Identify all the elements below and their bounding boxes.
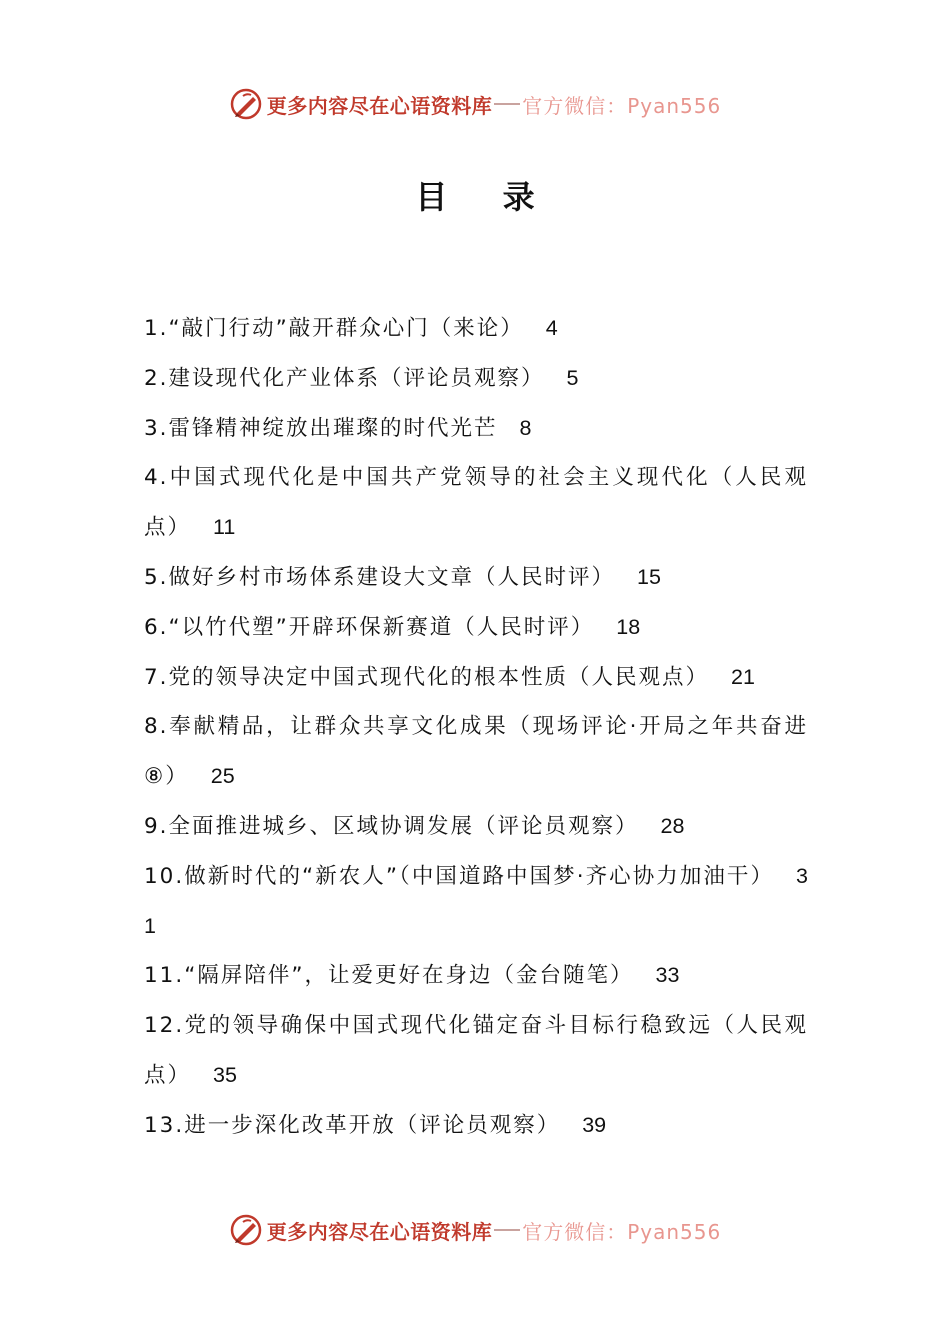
toc-item[interactable]: [144, 951, 808, 1001]
toc-item-page: 21: [731, 664, 755, 689]
toc-item[interactable]: [144, 354, 808, 404]
toc-item[interactable]: [144, 1101, 808, 1151]
toc-item-page: 31: [144, 863, 808, 938]
toc-item[interactable]: [144, 404, 808, 454]
toc-item-title: 7.党的领导决定中国式现代化的根本性质（人民观点）: [144, 664, 710, 690]
toc-item-title: 2.建设现代化产业体系（评论员观察）: [144, 365, 545, 391]
toc-item-page: 25: [210, 764, 235, 789]
toc-item-page: 8: [519, 415, 532, 440]
table-of-contents: [144, 304, 808, 1151]
toc-item[interactable]: [144, 702, 808, 802]
toc-item-title: 10.做新时代的“新农人”（中国道路中国梦·齐心协力加油干）: [144, 863, 775, 889]
toc-item[interactable]: [144, 553, 808, 603]
toc-item-title: 1.“敲门行动”敲开群众心门（来论）: [144, 316, 524, 341]
toc-item-title: 3.雷锋精神绽放出璀璨的时代光芒: [144, 415, 498, 441]
toc-item-title: 9.全面推进城乡、区域协调发展（评论员观察）: [144, 813, 639, 839]
toc-item[interactable]: [144, 603, 808, 653]
toc-item-title: 11.“隔屏陪伴”，让爱更好在身边（金台随笔）: [144, 963, 634, 989]
toc-item[interactable]: [144, 852, 808, 952]
toc-item-title: 5.做好乡村市场体系建设大文章（人民时评）: [144, 564, 616, 590]
toc-item-page: 5: [566, 365, 579, 390]
toc-item-page: 4: [545, 316, 558, 340]
toc-item-title: 6.“以竹代塑”开辟环保新赛道（人民时评）: [144, 614, 595, 640]
header-watermark-banner: [0, 84, 950, 124]
footer-watermark-banner: [0, 1210, 950, 1250]
toc-item-title: 13.进一步深化改革开放（评论员观察）: [144, 1112, 561, 1138]
toc-item[interactable]: [144, 1001, 808, 1101]
banner-right-text: 官方微信：Pyan556: [522, 93, 722, 118]
toc-item-page: 15: [637, 564, 661, 589]
toc-item-page: 35: [213, 1062, 237, 1087]
toc-item-title: 8.奉献精品，让群众共享文化成果（现场评论·开局之年共奋进⑧）: [144, 714, 808, 790]
banner-divider: [494, 1229, 520, 1231]
toc-item-page: 11: [213, 515, 236, 540]
pen-logo-icon: [229, 87, 263, 121]
pen-logo-icon: [229, 1213, 263, 1247]
banner-left-text: 更多内容尽在心语资料库: [266, 1219, 493, 1244]
toc-item[interactable]: [144, 304, 808, 354]
toc-item-page: 39: [582, 1112, 607, 1137]
toc-item-title: 4.中国式现代化是中国共产党领导的社会主义现代化（人民观点）: [144, 465, 808, 541]
toc-item-page: 33: [655, 963, 680, 988]
banner-divider: [494, 103, 520, 105]
banner-right-text: 官方微信：Pyan556: [522, 1219, 722, 1244]
banner-left-text: 更多内容尽在心语资料库: [266, 93, 493, 118]
toc-item-page: 18: [616, 614, 641, 639]
toc-item[interactable]: [144, 802, 808, 852]
toc-item-title: 12.党的领导确保中国式现代化锚定奋斗目标行稳致远（人民观点）: [144, 1013, 808, 1088]
toc-item[interactable]: [144, 653, 808, 703]
toc-item[interactable]: [144, 453, 808, 553]
toc-item-page: 28: [660, 813, 685, 838]
page-title: 目 录: [415, 178, 557, 216]
